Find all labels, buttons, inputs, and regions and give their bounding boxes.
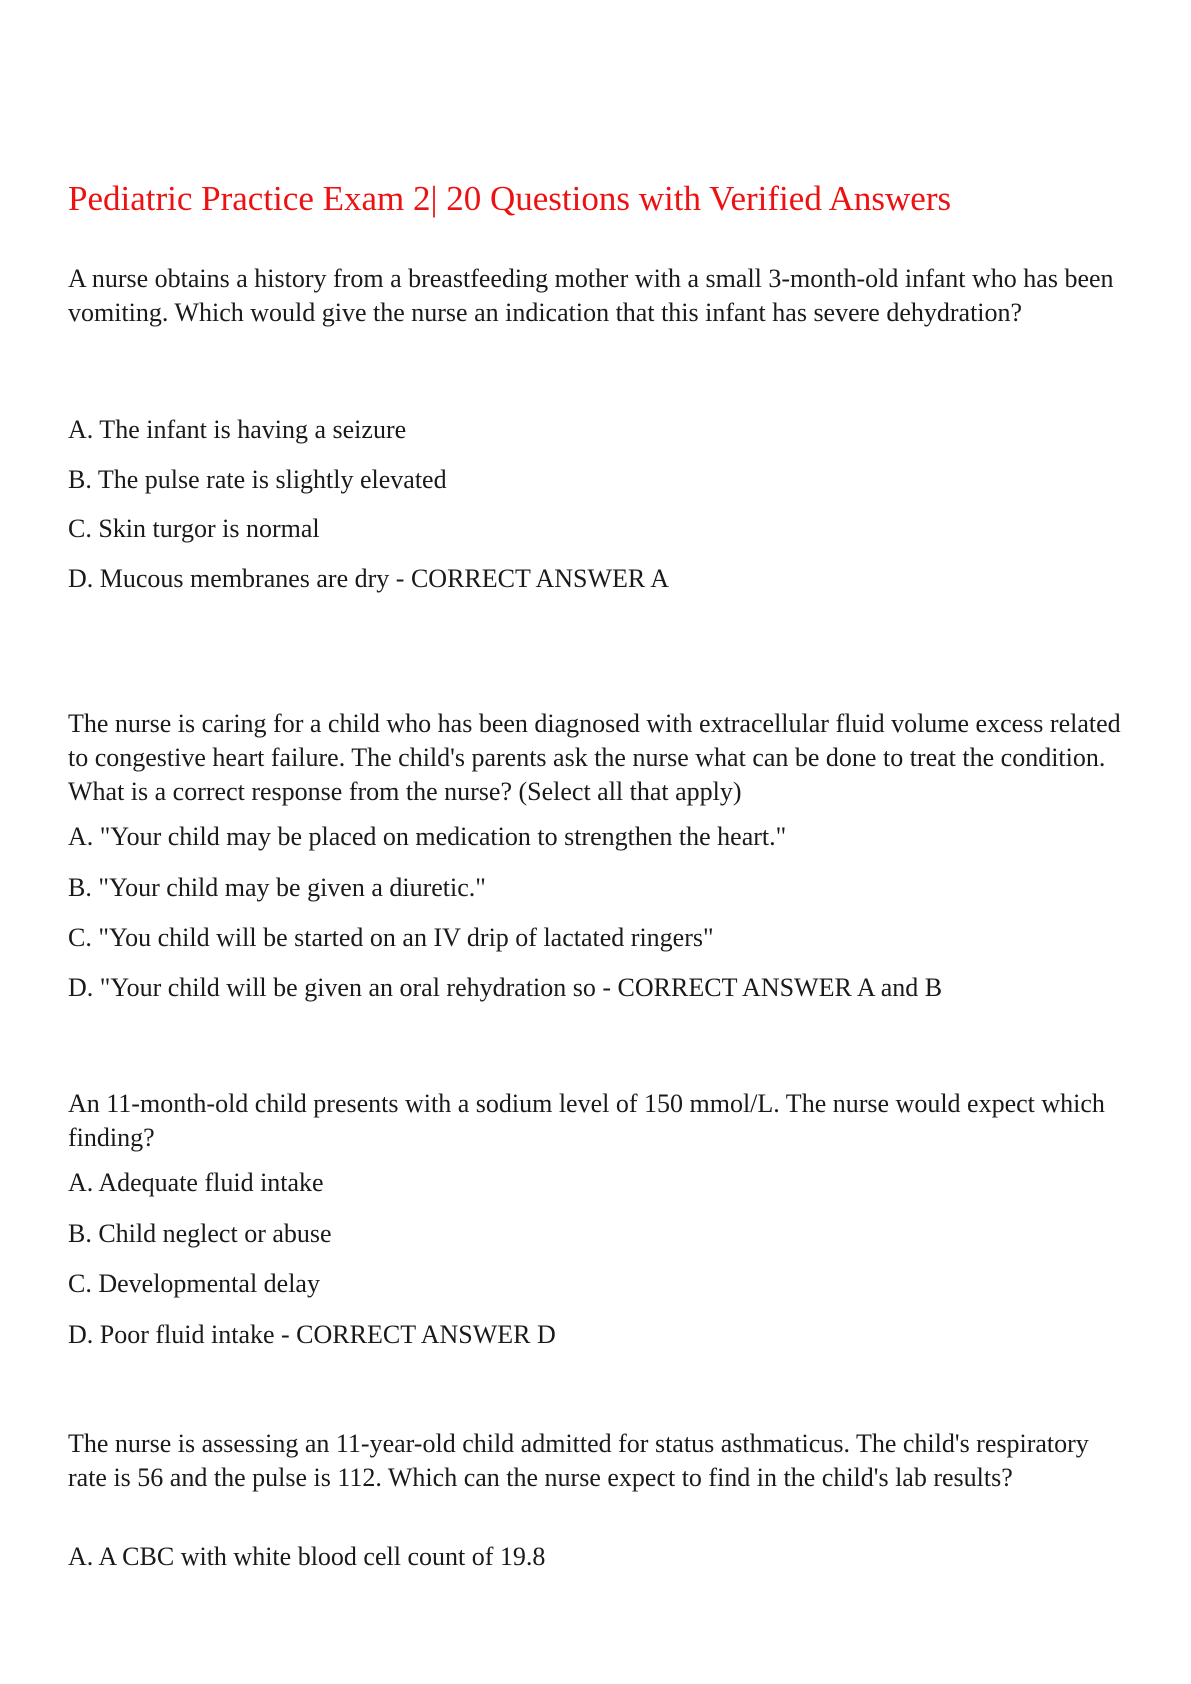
question-block: [68, 1427, 1128, 1571]
answer-option: B. The pulse rate is slightly elevated: [68, 465, 447, 494]
answer-option: A. "Your child may be placed on medication to strengthen the heart.": [68, 822, 787, 851]
question-stem: A nurse obtains a history from a breastfeeding mother with a small 3-month-old infant who has been vomiting. Which would give the nurse an indication that this infant has severe dehydration?: [68, 264, 1114, 327]
answer-option: C. Developmental delay: [68, 1269, 320, 1298]
answer-option: D. "Your child will be given an oral rehydration so - CORRECT ANSWER A and B: [68, 973, 943, 1002]
question-block: [68, 262, 1128, 593]
answer-option: B. "Your child may be given a diuretic.": [68, 873, 486, 902]
question-block: [68, 1087, 1128, 1349]
document-title: Pediatric Practice Exam 2| 20 Questions with Verified Answers: [68, 179, 952, 218]
answer-option: C. "You child will be started on an IV drip of lactated ringers": [68, 923, 714, 952]
answer-option: A. The infant is having a seizure: [68, 415, 407, 444]
question-stem: The nurse is caring for a child who has been diagnosed with extracellular fluid volume excess related to congestive heart failure. The child's parents ask the nurse what can be done to treat the condition. What is a correct response from the nurse? (Select all that apply): [68, 709, 1121, 806]
question-block: [68, 707, 1128, 1002]
answer-option: B. Child neglect or abuse: [68, 1219, 332, 1248]
question-stem: An 11-month-old child presents with a sodium level of 150 mmol/L. The nurse would expect which finding?: [68, 1089, 1105, 1152]
answer-option: D. Mucous membranes are dry - CORRECT ANSWER A: [68, 564, 670, 593]
answer-option: A. Adequate fluid intake: [68, 1168, 324, 1197]
answer-option: C. Skin turgor is normal: [68, 514, 320, 543]
answer-option: D. Poor fluid intake - CORRECT ANSWER D: [68, 1320, 556, 1349]
answer-option: A. A CBC with white blood cell count of 19.8: [68, 1542, 546, 1571]
question-stem: The nurse is assessing an 11-year-old child admitted for status asthmaticus. The child's respiratory rate is 56 and the pulse is 112. Which can the nurse expect to find in the child's lab results?: [68, 1429, 1089, 1492]
